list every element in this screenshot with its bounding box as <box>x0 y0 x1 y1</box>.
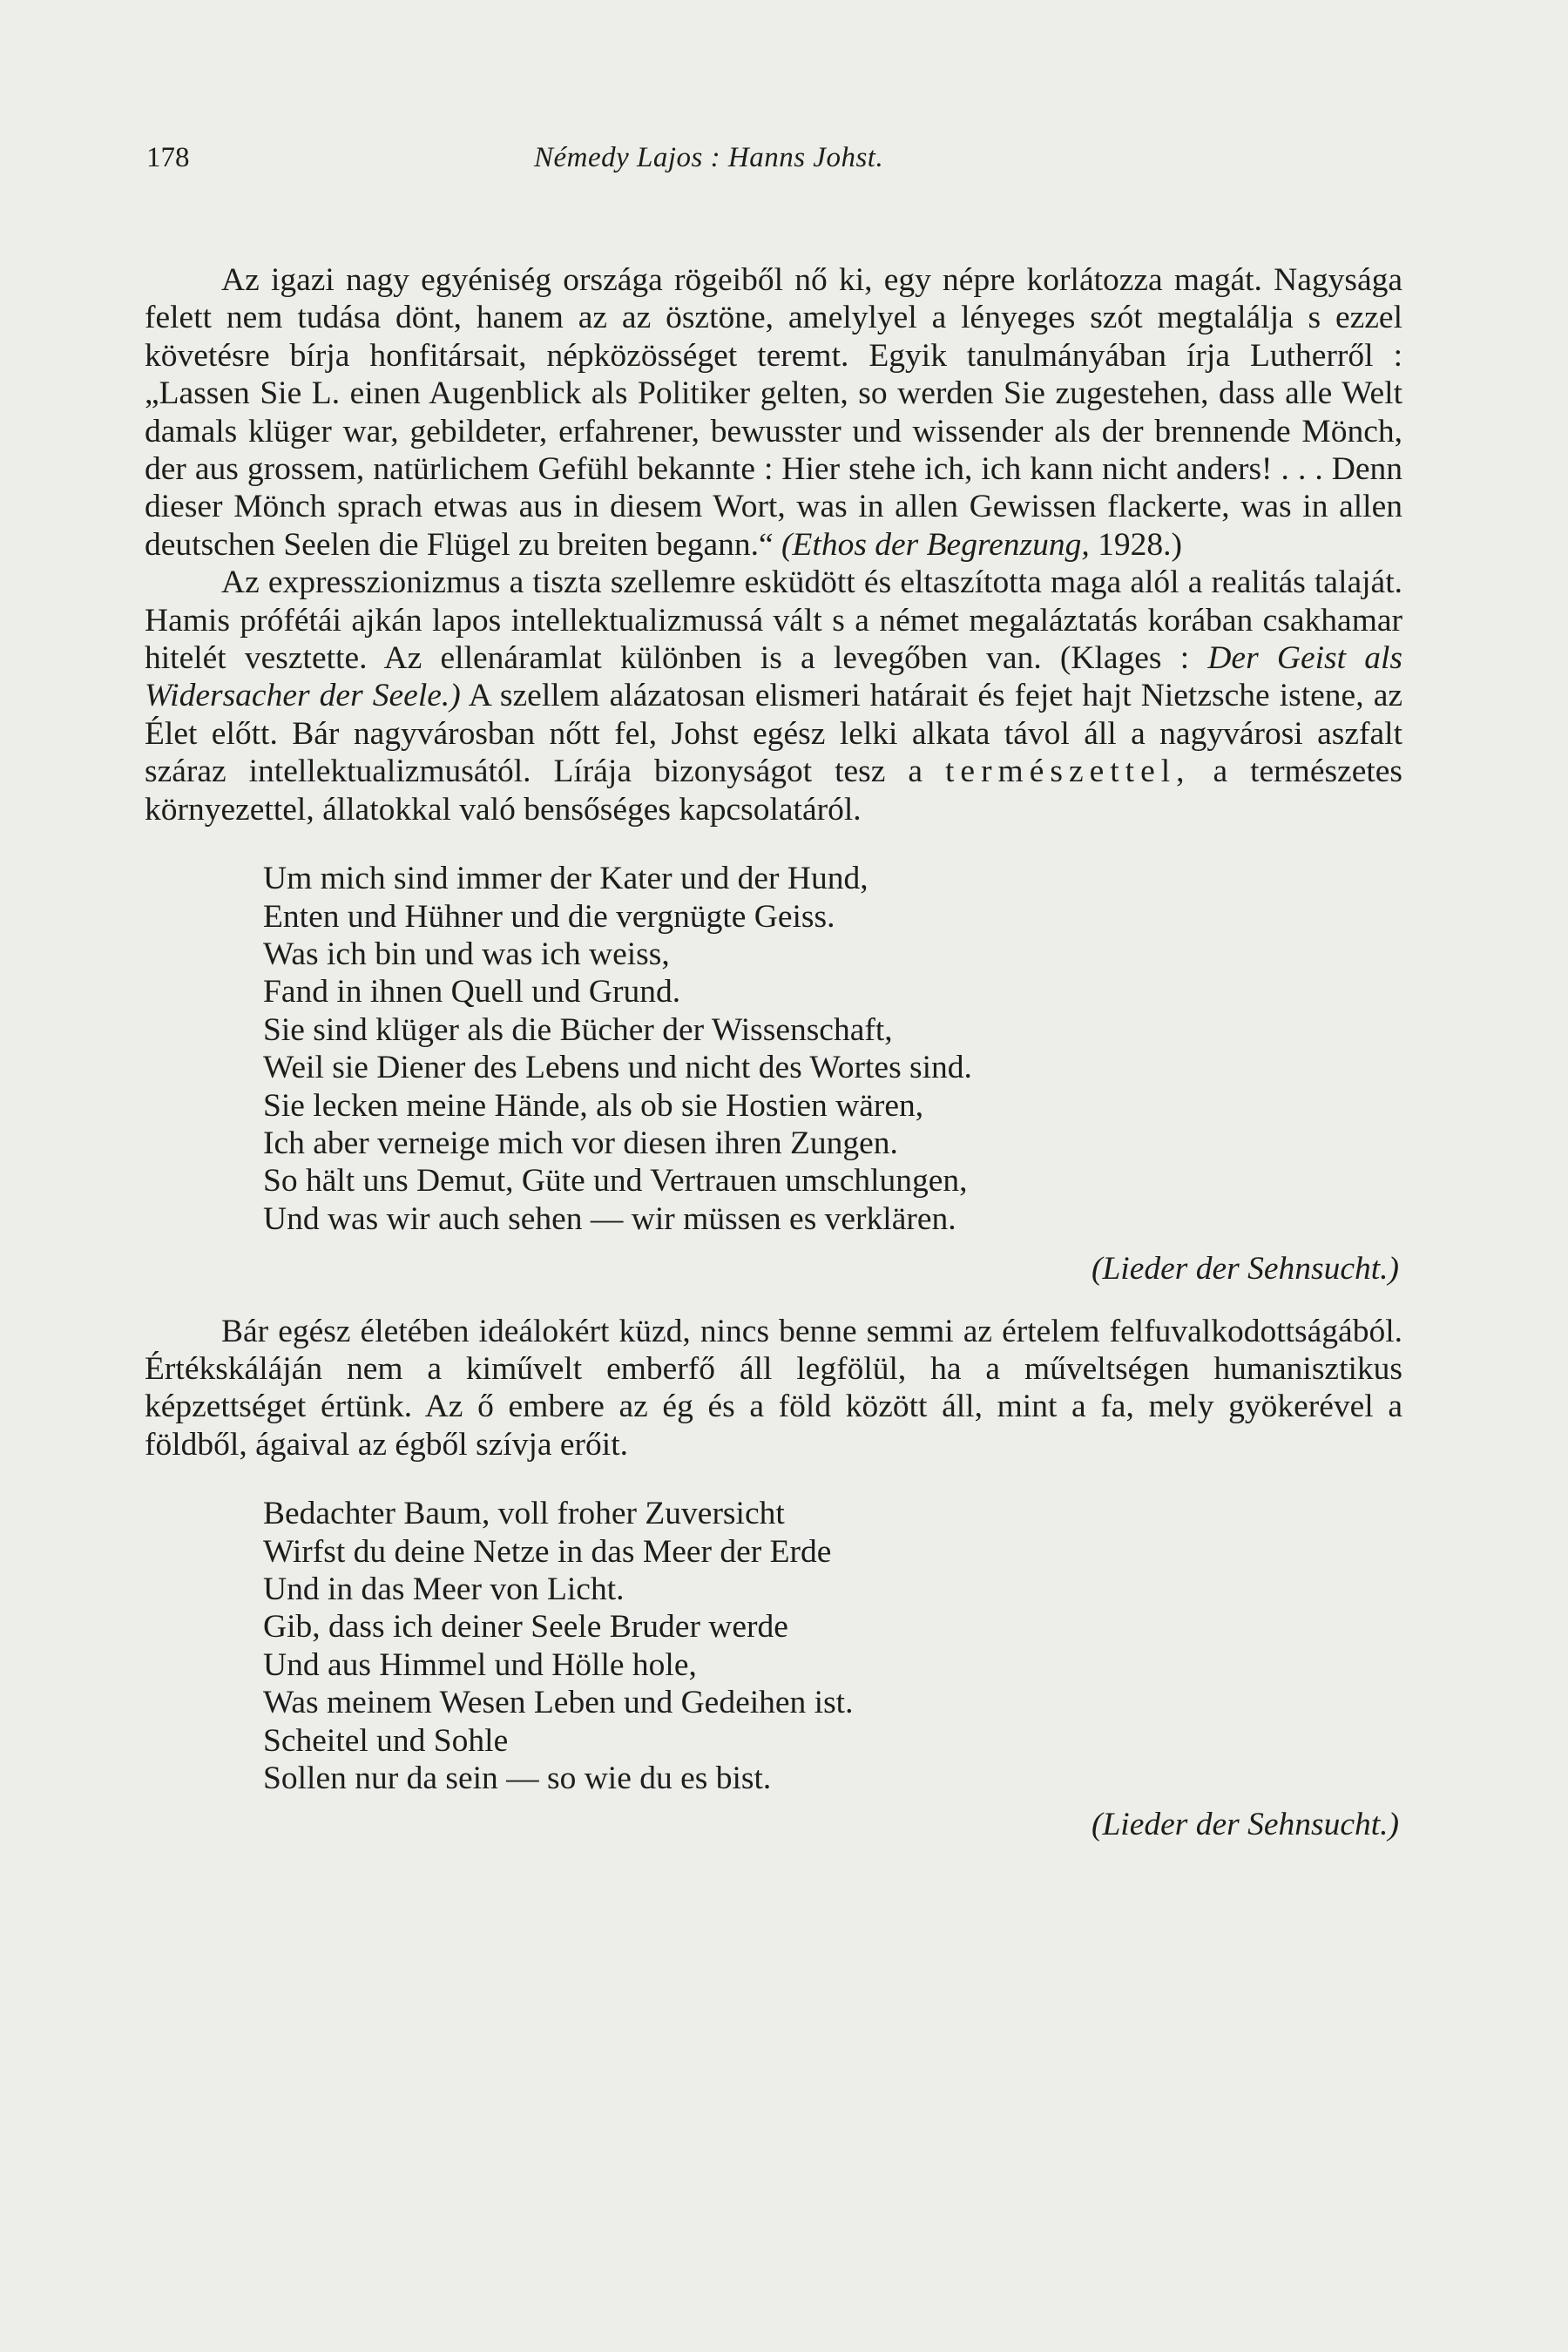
poem-line: Sie lecken meine Hände, als ob sie Hostien wären, <box>263 1087 924 1124</box>
poem-line: Was ich bin und was ich weiss, <box>263 936 670 972</box>
paragraph-1-year: 1928.) <box>1089 526 1183 563</box>
poem-1 <box>263 860 1402 1238</box>
page-number: 178 <box>146 142 190 173</box>
poem-1-source: (Lieder der Sehnsucht.) <box>1091 1251 1399 1288</box>
poem-line: Ich aber verneige mich vor diesen ihren Zungen. <box>263 1125 898 1161</box>
paragraph-1-citation: (Ethos der Begrenzung, <box>781 526 1090 563</box>
poem-line: Und aus Himmel und Hölle hole, <box>263 1646 697 1683</box>
poem-line: Fand in ihnen Quell und Grund. <box>263 974 681 1010</box>
paragraph-3: Bár egész életében ideálokért küzd, nincs benne semmi az értelem felfuvalkodottságából. Értékskáláján nem a kiművelt emberfő áll legfölül, ha a műveltségen humanisztikus képzettséget értünk. Az ő embere az ég és a föld között áll, mint a fa, mely gyökerével a földből, ágaival az égből szívja erőit. <box>145 1313 1402 1463</box>
paragraph-1 <box>145 261 1402 564</box>
poem-line: Was meinem Wesen Leben und Gedeihen ist. <box>263 1685 854 1721</box>
poem-2 <box>263 1495 1402 1797</box>
poem-2-source: (Lieder der Sehnsucht.) <box>1091 1807 1399 1843</box>
paragraph-2-citation: Der Geist als Widersacher der Seele.) <box>145 640 1402 714</box>
paragraph-2-text-c: a természetes környezettel, állatokkal való bensőséges kapcsolatáról. <box>145 754 1402 828</box>
running-title: Némedy Lajos : Hanns Johst. <box>534 142 884 173</box>
poem-line: Und was wir auch sehen — wir müssen es verklären. <box>263 1200 956 1237</box>
poem-line: Wirfst du deine Netze in das Meer der Erde <box>263 1533 832 1570</box>
poem-line: Und in das Meer von Licht. <box>263 1571 625 1607</box>
paragraph-2-emphasis: természettel, <box>945 754 1191 790</box>
poem-line: Bedachter Baum, voll froher Zuversicht <box>263 1496 785 1532</box>
poem-line: Sollen nur da sein — so wie du es bist. <box>263 1761 772 1797</box>
poem-line: Weil sie Diener des Lebens und nicht des Wortes sind. <box>263 1050 972 1086</box>
paragraph-2 <box>145 564 1402 828</box>
poem-line: Sie sind klüger als die Bücher der Wissenschaft, <box>263 1011 893 1048</box>
poem-line: Gib, dass ich deiner Seele Bruder werde <box>263 1609 788 1646</box>
paragraph-2-text-a: Az expresszionizmus a tiszta szellemre esküdött és eltaszította maga alól a realitás talaját. Hamis prófétái ajkán lapos intellektualizmussá vált s a német megaláztatás korában csakhamar hitelét vesztette. Az ellenáramlat különben is a levegőben van. (Klages : <box>145 564 1402 677</box>
page-header <box>146 142 1401 186</box>
poem-line: Um mich sind immer der Kater und der Hund, <box>263 861 868 897</box>
body-text <box>145 261 1402 1844</box>
paragraph-2-text-b: A szellem alázatosan elismeri határait és fejet hajt Nietzsche istene, az Élet előtt. Bár nagyvárosban nőtt fel, Johst egész lelki alkata távol áll a nagyvárosi aszfalt száraz intellektualizmusától. Lírája bizonyságot tesz a <box>145 678 1402 790</box>
paragraph-1-text: Az igazi nagy egyéniség országa rögeiből nő ki, egy népre korlátozza magát. Nagysága felett nem tudása dönt, hanem az az ösztöne, amelylyel a lényeges szót megtalálja s ezzel követésre bírja honfitársait, népközösséget teremt. Egyik tanulmányában írja Lutherről : „Lassen Sie L. einen Augenblick als Politiker gelten, so werden Sie zugestehen, dass alle Welt damals klüger war, gebildeter, erfahrener, bewusster und wissender als der brennende Mönch, der aus grossem, natürlichem Gefühl bekannte : Hier stehe ich, ich kann nicht anders! . . . Denn dieser Mönch sprach etwas aus in diesem Wort, was in allen Gewissen flackerte, was in allen deutschen Seelen die Flügel zu breiten begann.“ <box>145 262 1402 563</box>
poem-line: So hält uns Demut, Güte und Vertrauen umschlungen, <box>263 1163 968 1200</box>
poem-line: Enten und Hühner und die vergnügte Geiss. <box>263 898 835 935</box>
poem-line: Scheitel und Sohle <box>263 1722 509 1759</box>
